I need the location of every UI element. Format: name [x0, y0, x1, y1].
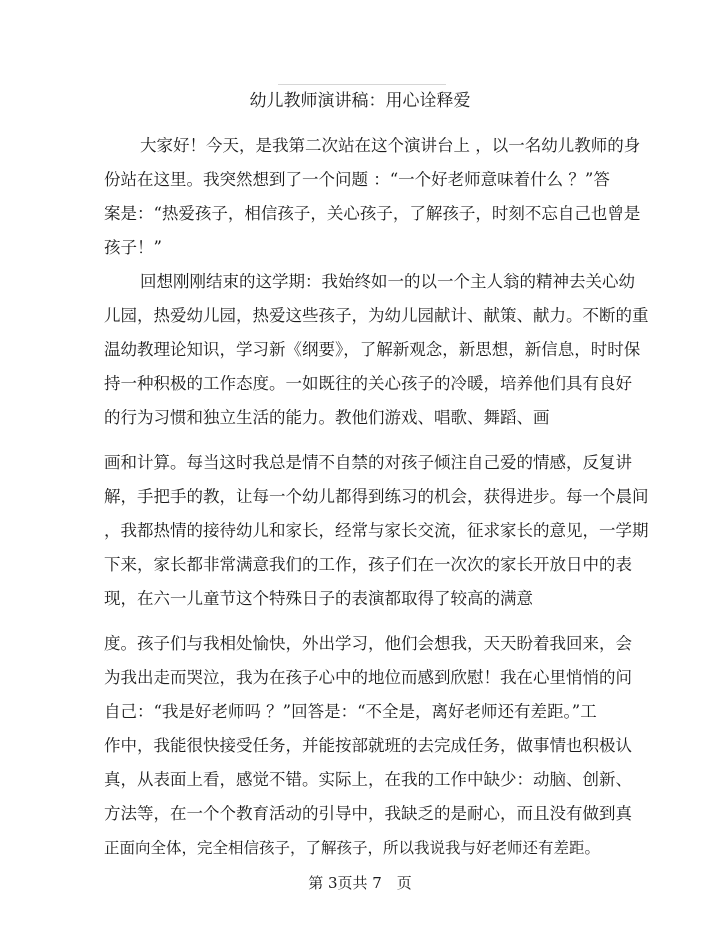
text-line: 解，手把手的教，让每一个幼儿都得到练习的机会，获得进步。每一个晨间 [104, 487, 649, 506]
header-rule [278, 84, 446, 85]
text-line: ，我都热情的接待幼儿和家长，经常与家长交流，征求家长的意见，一学期 [104, 521, 649, 540]
page-title: 幼儿教师演讲稿：用心诠释爱 [249, 91, 471, 111]
text-line: 现，在六一儿童节这个特殊日子的表演都取得了较高的满意 [104, 589, 533, 608]
text-line: 回想刚刚结束的这学期：我始终如一的以一个主人翁的精神去关心幼 [140, 272, 635, 291]
text-line: 持一种积极的工作态度。一如既往的关心孩子的冷暖，培养他们具有良好 [104, 374, 632, 393]
text-line: 孩子！” [104, 238, 162, 257]
text-line: 份站在这里。我突然想到了一个问题 ：“一个好老师意味着什么 ？”答 [104, 170, 610, 189]
text-line: 作中，我能很快接受任务，并能按部就班的去完成任务，做事情也积极认 [104, 736, 632, 755]
text-line: 自己：“我是好老师吗 ？”回答是：“不全是，离好老师还有差距。”工 [104, 702, 597, 721]
text-line: 度。孩子们与我相处愉快，外出学习，他们会想我，天天盼着我回来，会 [104, 634, 632, 653]
text-line: 画和计算。每当这时我总是情不自禁的对孩子倾注自己爱的情感，反复讲 [104, 453, 632, 472]
text-line: 的行为习惯和独立生活的能力。教他们游戏、唱歌、舞蹈、画 [104, 408, 550, 427]
text-line: 真，从表面上看，感觉不错。实际上，在我的工作中缺少：动脑、创新、 [104, 770, 632, 789]
text-line: 大家好！今天，是我第二次站在这个演讲台上 ，以一名幼儿教师的身 [140, 136, 641, 155]
text-line: 案是：“热爱孩子，相信孩子，关心孩子，了解孩子，时刻不忘自己也曾是 [104, 204, 641, 223]
text-line: 正面向全体，完全相信孩子，了解孩子，所以我说我与好老师还有差距。 [104, 839, 601, 857]
text-line: 为我出走而哭泣，我为在孩子心中的地位而感到欣慰！我在心里悄悄的问 [104, 668, 632, 687]
text-line: 方法等，在一个个教育活动的引导中，我缺乏的是耐心，而且没有做到真 [104, 804, 632, 823]
text-line: 下来，家长都非常满意我们的工作，孩子们在一次次的家长开放日中的表 [104, 555, 632, 574]
text-line: 儿园，热爱幼儿园，热爱这些孩子，为幼儿园献计、献策、献力。不断的重 [104, 306, 649, 325]
page-number: 第 3页共 7 页 [308, 874, 412, 892]
text-line: 温幼教理论知识，学习新《纲要》，了解新观念，新思想，新信息，时时保 [104, 340, 641, 359]
